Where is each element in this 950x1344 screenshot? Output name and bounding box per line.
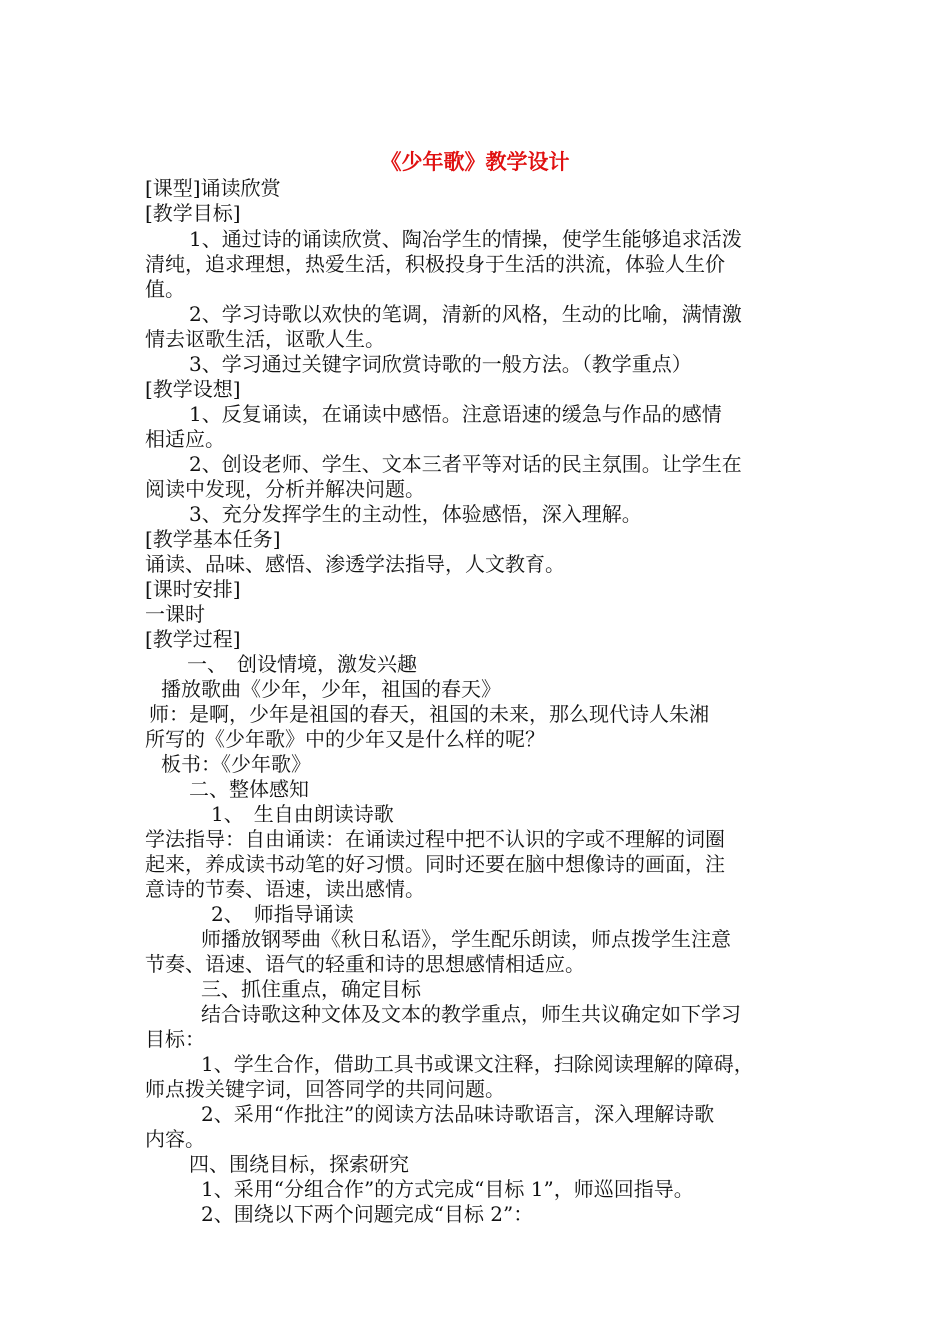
text-line: 2、学习诗歌以欢快的笔调，清新的风格，生动的比喻，满情激: [189, 302, 742, 326]
text-line: 诵读、品味、感悟、渗透学法指导，人文教育。: [145, 552, 565, 576]
text-line: 学法指导：自由诵读：在诵读过程中把不认识的字或不理解的词圈: [145, 827, 725, 851]
text-line: 意诗的节奏、语速，读出感情。: [145, 877, 425, 901]
text-line: 清纯，追求理想，热爱生活，积极投身于生活的洪流，体验人生价: [145, 252, 725, 276]
text-line: 1、反复诵读，在诵读中感悟。注意语速的缓急与作品的感情: [189, 402, 722, 426]
text-line: 内容。: [145, 1127, 205, 1151]
text-line: [教学目标]: [145, 201, 241, 225]
text-line: 阅读中发现，分析并解决问题。: [145, 477, 425, 501]
text-line: 相适应。: [145, 427, 225, 451]
text-line: 二、整体感知: [189, 777, 309, 801]
text-line: 2、创设老师、学生、文本三者平等对话的民主氛围。让学生在: [189, 452, 742, 476]
text-line: 1、通过诗的诵读欣赏、陶冶学生的情操，使学生能够追求活泼: [189, 227, 742, 251]
text-line: 所写的《少年歌》中的少年又是什么样的呢？: [145, 727, 545, 751]
text-line: 四、围绕目标，探索研究: [189, 1152, 409, 1176]
text-line: 1、采用“分组合作”的方式完成“目标 1”，师巡回指导。: [201, 1177, 694, 1201]
text-line: 师：是啊，少年是祖国的春天，祖国的未来，那么现代诗人朱湘: [149, 702, 709, 726]
text-line: 3、学习通过关键字词欣赏诗歌的一般方法。（教学重点）: [189, 352, 692, 376]
text-line: 2、围绕以下两个问题完成“目标 2”：: [201, 1202, 534, 1226]
text-line: 起来，养成读书动笔的好习惯。同时还要在脑中想像诗的画面，注: [145, 852, 725, 876]
text-line: [教学过程]: [145, 627, 241, 651]
text-line: 情去讴歌生活，讴歌人生。: [145, 327, 385, 351]
text-line: 1、学生合作，借助工具书或课文注释，扫除阅读理解的障碍，: [201, 1052, 754, 1076]
text-line: [课型]诵读欣赏: [145, 176, 281, 200]
text-line: 播放歌曲《少年，少年，祖国的春天》: [161, 677, 501, 701]
text-line: 节奏、语速、语气的轻重和诗的思想感情相适应。: [145, 952, 585, 976]
text-line: 师点拨关键字词，回答同学的共同问题。: [145, 1077, 505, 1101]
text-line: 3、充分发挥学生的主动性，体验感悟，深入理解。: [189, 502, 642, 526]
text-line: 一课时: [145, 602, 205, 626]
text-line: 三、抓住重点，确定目标: [201, 977, 421, 1001]
text-line: 目标：: [145, 1027, 205, 1051]
text-line: 结合诗歌这种文体及文本的教学重点，师生共议确定如下学习: [201, 1002, 741, 1026]
text-line: [课时安排]: [145, 577, 241, 601]
document-title: 《少年歌》教学设计: [380, 149, 570, 174]
text-line: 一、 创设情境，激发兴趣: [187, 652, 417, 676]
text-line: 师播放钢琴曲《秋日私语》，学生配乐朗读，师点拨学生注意: [201, 927, 731, 951]
text-line: [教学设想]: [145, 377, 241, 401]
text-line: 2、 师指导诵读: [211, 902, 354, 926]
text-line: [教学基本任务]: [145, 527, 281, 551]
text-line: 值。: [145, 277, 185, 301]
text-line: 1、 生自由朗读诗歌: [211, 802, 394, 826]
text-line: 板书：《少年歌》: [161, 752, 311, 776]
text-line: 2、采用“作批注”的阅读方法品味诗歌语言，深入理解诗歌: [201, 1102, 715, 1126]
